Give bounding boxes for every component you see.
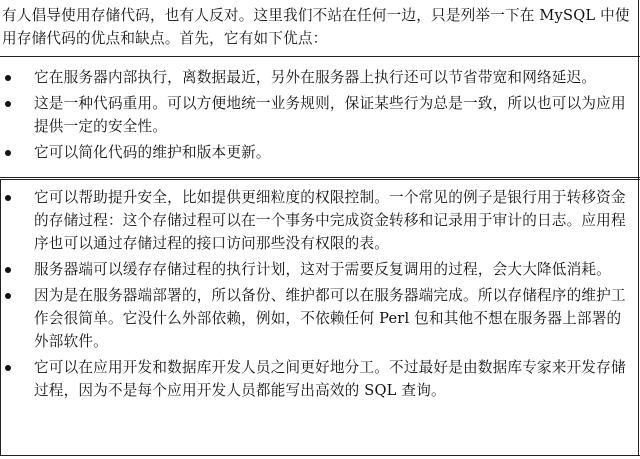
list-item [0, 284, 640, 353]
section-divider-top [0, 56, 640, 57]
list-item-text: 它可以帮助提升安全，比如提供更细粒度的权限控制。一个常见的例子是银行用于转移资金的存储过程：这个存储过程可以在一个事务中完成资金转移和记录用于审计的日志。应用程序也可以通过存储过程的接口访问那些没有权限的表。 [34, 189, 626, 252]
bullet-icon [5, 150, 11, 156]
bullet-icon [5, 195, 11, 201]
list-item [0, 356, 640, 402]
list-item [0, 66, 640, 89]
bullet-icon [5, 293, 11, 299]
section-divider-middle-second [0, 179, 640, 180]
list-item-text: 服务器端可以缓存存储过程的执行计划，这对于需要反复调用的过程，会大大降低消耗。 [34, 261, 611, 278]
bullet-icon [5, 365, 11, 371]
intro-paragraph: 有人倡导使用存储代码，也有人反对。这里我们不站在任何一边，只是列举一下在 MySQL 中使用存储代码的优点和缺点。首先，它有如下优点： [2, 7, 630, 47]
bullet-icon [5, 101, 11, 107]
section-divider-middle [0, 177, 640, 178]
bullet-icon [5, 75, 11, 81]
list-item [0, 258, 640, 281]
list-item [0, 141, 640, 164]
list-item [0, 186, 640, 255]
list-item-text: 它可以在应用开发和数据库开发人员之间更好地分工。不过最好是由数据库专家来开发存储过程，因为不是每个应用开发人员都能写出高效的 SQL 查询。 [34, 359, 626, 399]
list-item [0, 92, 640, 138]
list-item-text: 这是一种代码重用。可以方便地统一业务规则，保证某些行为总是一致，所以也可以为应用提供一定的安全性。 [34, 95, 626, 135]
frame-right-border [638, 0, 639, 455]
advantages-list-part2 [0, 186, 640, 405]
section-divider-bottom [0, 455, 640, 456]
list-item-text: 它在服务器内部执行，离数据最近，另外在服务器上执行还可以节省带宽和网络延迟。 [34, 69, 597, 86]
frame-left-border [0, 180, 1, 455]
bullet-icon [5, 267, 11, 273]
list-item-text: 它可以简化代码的维护和版本更新。 [34, 144, 271, 161]
list-item-text: 因为是在服务器端部署的，所以备份、维护都可以在服务器端完成。所以存储程序的维护工作会很简单。它没什么外部依赖，例如，不依赖任何 Perl 包和其他不想在服务器上部署的外部软件。 [34, 287, 626, 350]
advantages-list-part1 [0, 66, 640, 167]
